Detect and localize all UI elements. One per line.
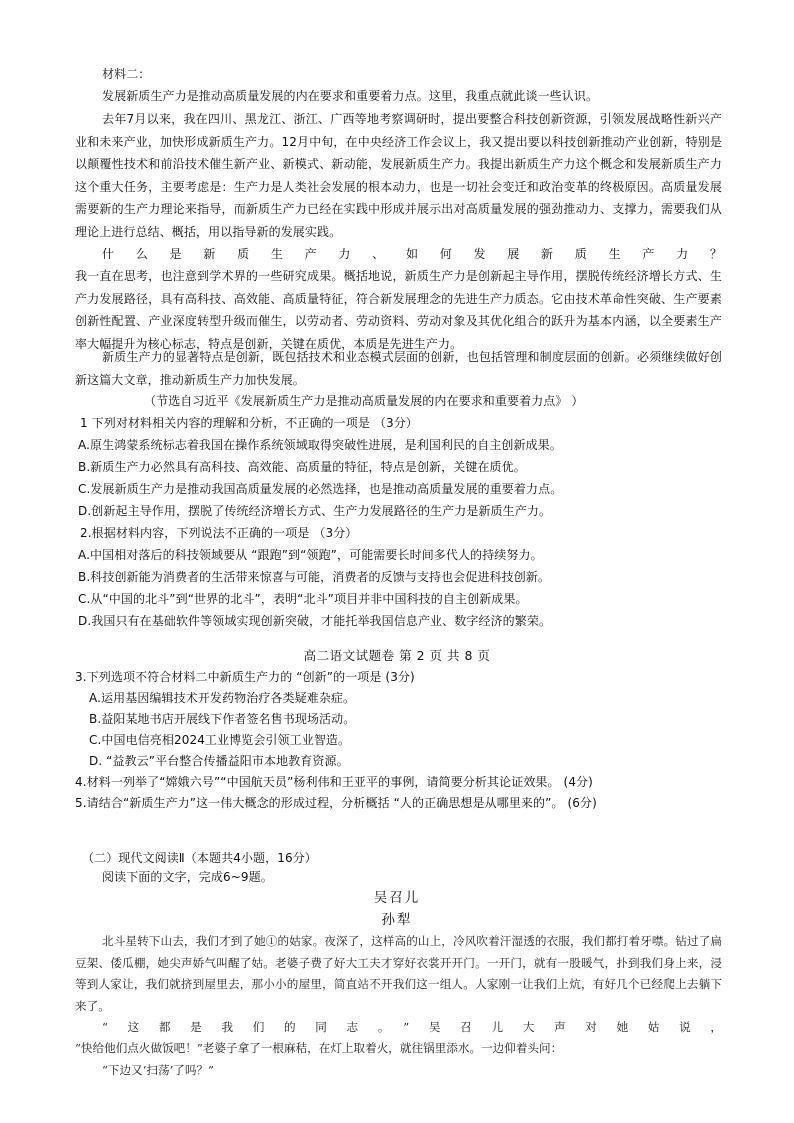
question-3-option-c: C.中国电信亮相2024工业博览会引领工业智造。: [89, 733, 351, 747]
question-3: 3.下列选项不符合材料二中新质生产力的 “创新”的一项是 (3分): [75, 670, 415, 684]
question-1-option-d: D.创新起主导作用，摆脱了传统经济增长方式、生产力发展路径的生产力是新质生产力。: [78, 504, 552, 518]
question-2-option-a: A.中国相对落后的科技领域要从 “跟跑”到“领跑”，可能需要长时间多代人的持续努力。: [78, 548, 543, 562]
question-2-option-b: B.科技创新能为消费者的生活带来惊喜与可能，消费者的反馈与支持也会促进科技创新。: [78, 570, 551, 584]
material-intro: 发展新质生产力是推动高质量发展的内在要求和重要着力点。这里，我重点就此谈一些认识。: [102, 89, 599, 103]
story-dialogue-line: “这都是我们的同志。”吴召儿大声对她姑说，: [102, 1020, 722, 1034]
section-instruction: 阅读下面的文字，完成6~9题。: [102, 870, 273, 884]
question-2: 2.根据材料内容，下列说法不正确的一项是 （3分）: [80, 526, 358, 540]
question-5: 5.请结合“新质生产力”这一伟大概念的形成过程，分析概括 “人的正确思想是从哪里来的”。 (6分): [75, 796, 597, 810]
story-title: 吴召儿: [373, 890, 421, 906]
question-3-option-b: B.益阳某地书店开展线下作者签名售书现场活动。: [89, 712, 356, 726]
material-heading: 材料二：: [102, 67, 151, 81]
story-author: 孙犁: [381, 912, 413, 928]
story-paragraph-3: “下边又‘扫荡’了吗？”: [102, 1063, 214, 1077]
question-1-option-c: C.发展新质生产力是推动我国高质量发展的必然选择，也是推动高质量发展的重要着力点。: [78, 482, 563, 496]
material-paragraph-3: 我一直在思考，也注意到学术界的一些研究成果。概括地说，新质生产力是创新起主导作用，摆脱传统经济增长方式、生产力发展路径，具有高科技、高效能、高质量特征，符合新发展理念的先进生产力质态。它由技术革命性突破、生产要素创新性配置、产业深度转型升级而催生，以劳动者、劳动资料、劳动对象及其优化组合的跃升为基本内涵，以全要素生产率大幅提升为核心标志，特点是创新，关键在质优，本质是先进生产力。: [75, 269, 722, 351]
question-2-option-d: D.我国只有在基础软件等领域实现创新突破，才能托举我国信息产业、数字经济的繁荣。: [78, 614, 552, 628]
question-1-option-b: B.新质生产力必然具有高科技、高效能、高质量的特征，特点是创新，关键在质优。: [78, 460, 526, 474]
material-paragraph-4: 新质生产力的显著特点是创新，既包括技术和业态模式层面的创新，也包括管理和制度层面的创新。必须继续做好创新这篇大文章，推动新质生产力加快发展。: [75, 350, 722, 387]
question-1-option-a: A.原生鸿蒙系统标志着我国在操作系统领域取得突破性进展，是利国利民的自主创新成果。: [78, 438, 562, 452]
material-source: （节选自习近平《发展新质生产力是推动高质量发展的内在要求和重要着力点》 ）: [144, 394, 584, 408]
material-paragraph-2: 去年7月以来，我在四川、黑龙江、浙江、广西等地考察调研时，提出要整合科技创新资源，引领发展战略性新兴产业和未来产业，加快形成新质生产力。12月中旬，在中央经济工作会议上，我又提出要以科技创新推动产业创新，特别是以颠覆性技术和前沿技术催生新产业、新模式、新动能，发展新质生产力。我提出新质生产力这个概念和发展新质生产力这个重大任务，主要考虑是：生产力是人类社会发展的根本动力，也是一切社会变迁和政治变革的终极原因。高质量发展需要新的生产力理论来指导，而新质生产力已经在实践中形成并展示出对高质量发展的强劲推动力、支撑力，需要我们从理论上进行总结、概括，用以指导新的发展实践。: [75, 112, 722, 239]
question-1: 1 下列对材料相关内容的理解和分析，不正确的一项是 （3分）: [80, 416, 418, 430]
question-2-option-c: C.从“中国的北斗”到“世界的北斗”，表明“北斗”项目并非中国科技的自主创新成果。: [78, 592, 528, 606]
story-paragraph-1: 北斗星转下山去，我们才到了她①的姑家。夜深了，这样高的山上，冷风吹着汗湿透的衣服，我们都打着牙噤。钻过了扁豆架、倭瓜棚，她尖声娇气叫醒了姑。老婆子费了好大工夫才穿好衣裳开开门。一开门，就有一股暖气，扑到我们身上来，浸等到人家让，我们就挤到屋里去，那小小的屋里，简直站不开我们这一组人。人家刚一让我们上炕，有好几个已经爬上去躺下来了。: [75, 934, 722, 1013]
page-footer: 高二语文试题卷 第 2 页 共 8 页: [303, 648, 491, 663]
story-paragraph-2: “快给他们点火做饭吧！”老婆子拿了一根麻秸，在灯上取着火，就往锅里添水。一边仰着头问：: [75, 1041, 563, 1055]
question-4: 4.材料一列举了“嫦娥六号”“中国航天员”杨利伟和王亚平的事例，请简要分析其论证效果。 (4分): [75, 775, 593, 789]
question-3-option-a: A.运用基因编辑技术开发药物治疗各类疑难杂症。: [89, 691, 356, 705]
question-3-option-d: D. “益教云”平台整合传播益阳市本地教育资源。: [89, 754, 349, 768]
section-heading: （二）现代文阅读Ⅱ（本题共4小题，16分）: [82, 851, 317, 865]
material-question-line: 什么是新质生产力、如何发展新质生产力？: [102, 247, 722, 261]
